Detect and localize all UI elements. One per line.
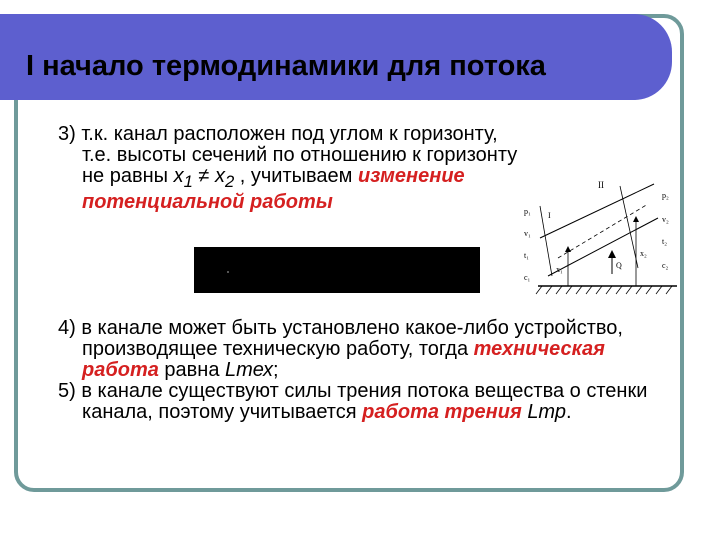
svg-text:t₁: t₁ (524, 251, 530, 260)
svg-text:t₂: t₂ (662, 237, 668, 246)
highlight-friction-work: работа трения (362, 401, 522, 423)
svg-text:x₁: x₁ (556, 265, 563, 274)
svg-text:v₂: v₂ (662, 215, 669, 224)
item-5-paragraph: 5) в канале существуют силы трения потока вещества о стенки канала, поэтому учитывается работа трения Lтр. (58, 380, 648, 423)
diagram-label-II: II (598, 180, 604, 190)
svg-text:p₂: p₂ (662, 191, 669, 200)
item-4-paragraph: 4) в канале может быть установлено какое-либо устройство, производящее техническую работу, тогда техническая работа равна Lтех; (58, 317, 623, 381)
channel-diagram (512, 176, 682, 304)
svg-text:p₁: p₁ (524, 207, 531, 216)
items-4-5 (58, 318, 678, 423)
slide-title: I начало термодинамики для потока (26, 50, 546, 82)
svg-text:I: I (548, 211, 551, 220)
l-friction-symbol: Lтр (527, 401, 566, 423)
black-formula-box (194, 247, 480, 293)
item-3-paragraph: 3) т.к. канал расположен под углом к горизонту, т.е. высоты сечений по отношению к горизонту не равны $x_1 \ne x_2$ , учитываем изменение потенциальной работы (58, 123, 518, 213)
title-bar (0, 14, 672, 100)
item-3-text: 3) т.к. канал расположен под углом к горизонту, т.е. высоты сечений по отношению к горизонту не равны (58, 123, 518, 187)
svg-text:c₂: c₂ (662, 261, 669, 270)
svg-text:Q: Q (616, 261, 622, 270)
svg-text:c₁: c₁ (524, 273, 531, 282)
l-tech-symbol: Lтех (225, 359, 274, 381)
x1-symbol: $x_1$ (173, 165, 193, 191)
highlight-potential-work: изменение потенциальной работы (82, 165, 465, 213)
svg-text:x₂: x₂ (640, 249, 647, 258)
svg-text:v₁: v₁ (524, 229, 531, 238)
highlight-technical-work: техническая работа (82, 338, 605, 381)
x2-symbol: $x_2$ (214, 165, 235, 191)
